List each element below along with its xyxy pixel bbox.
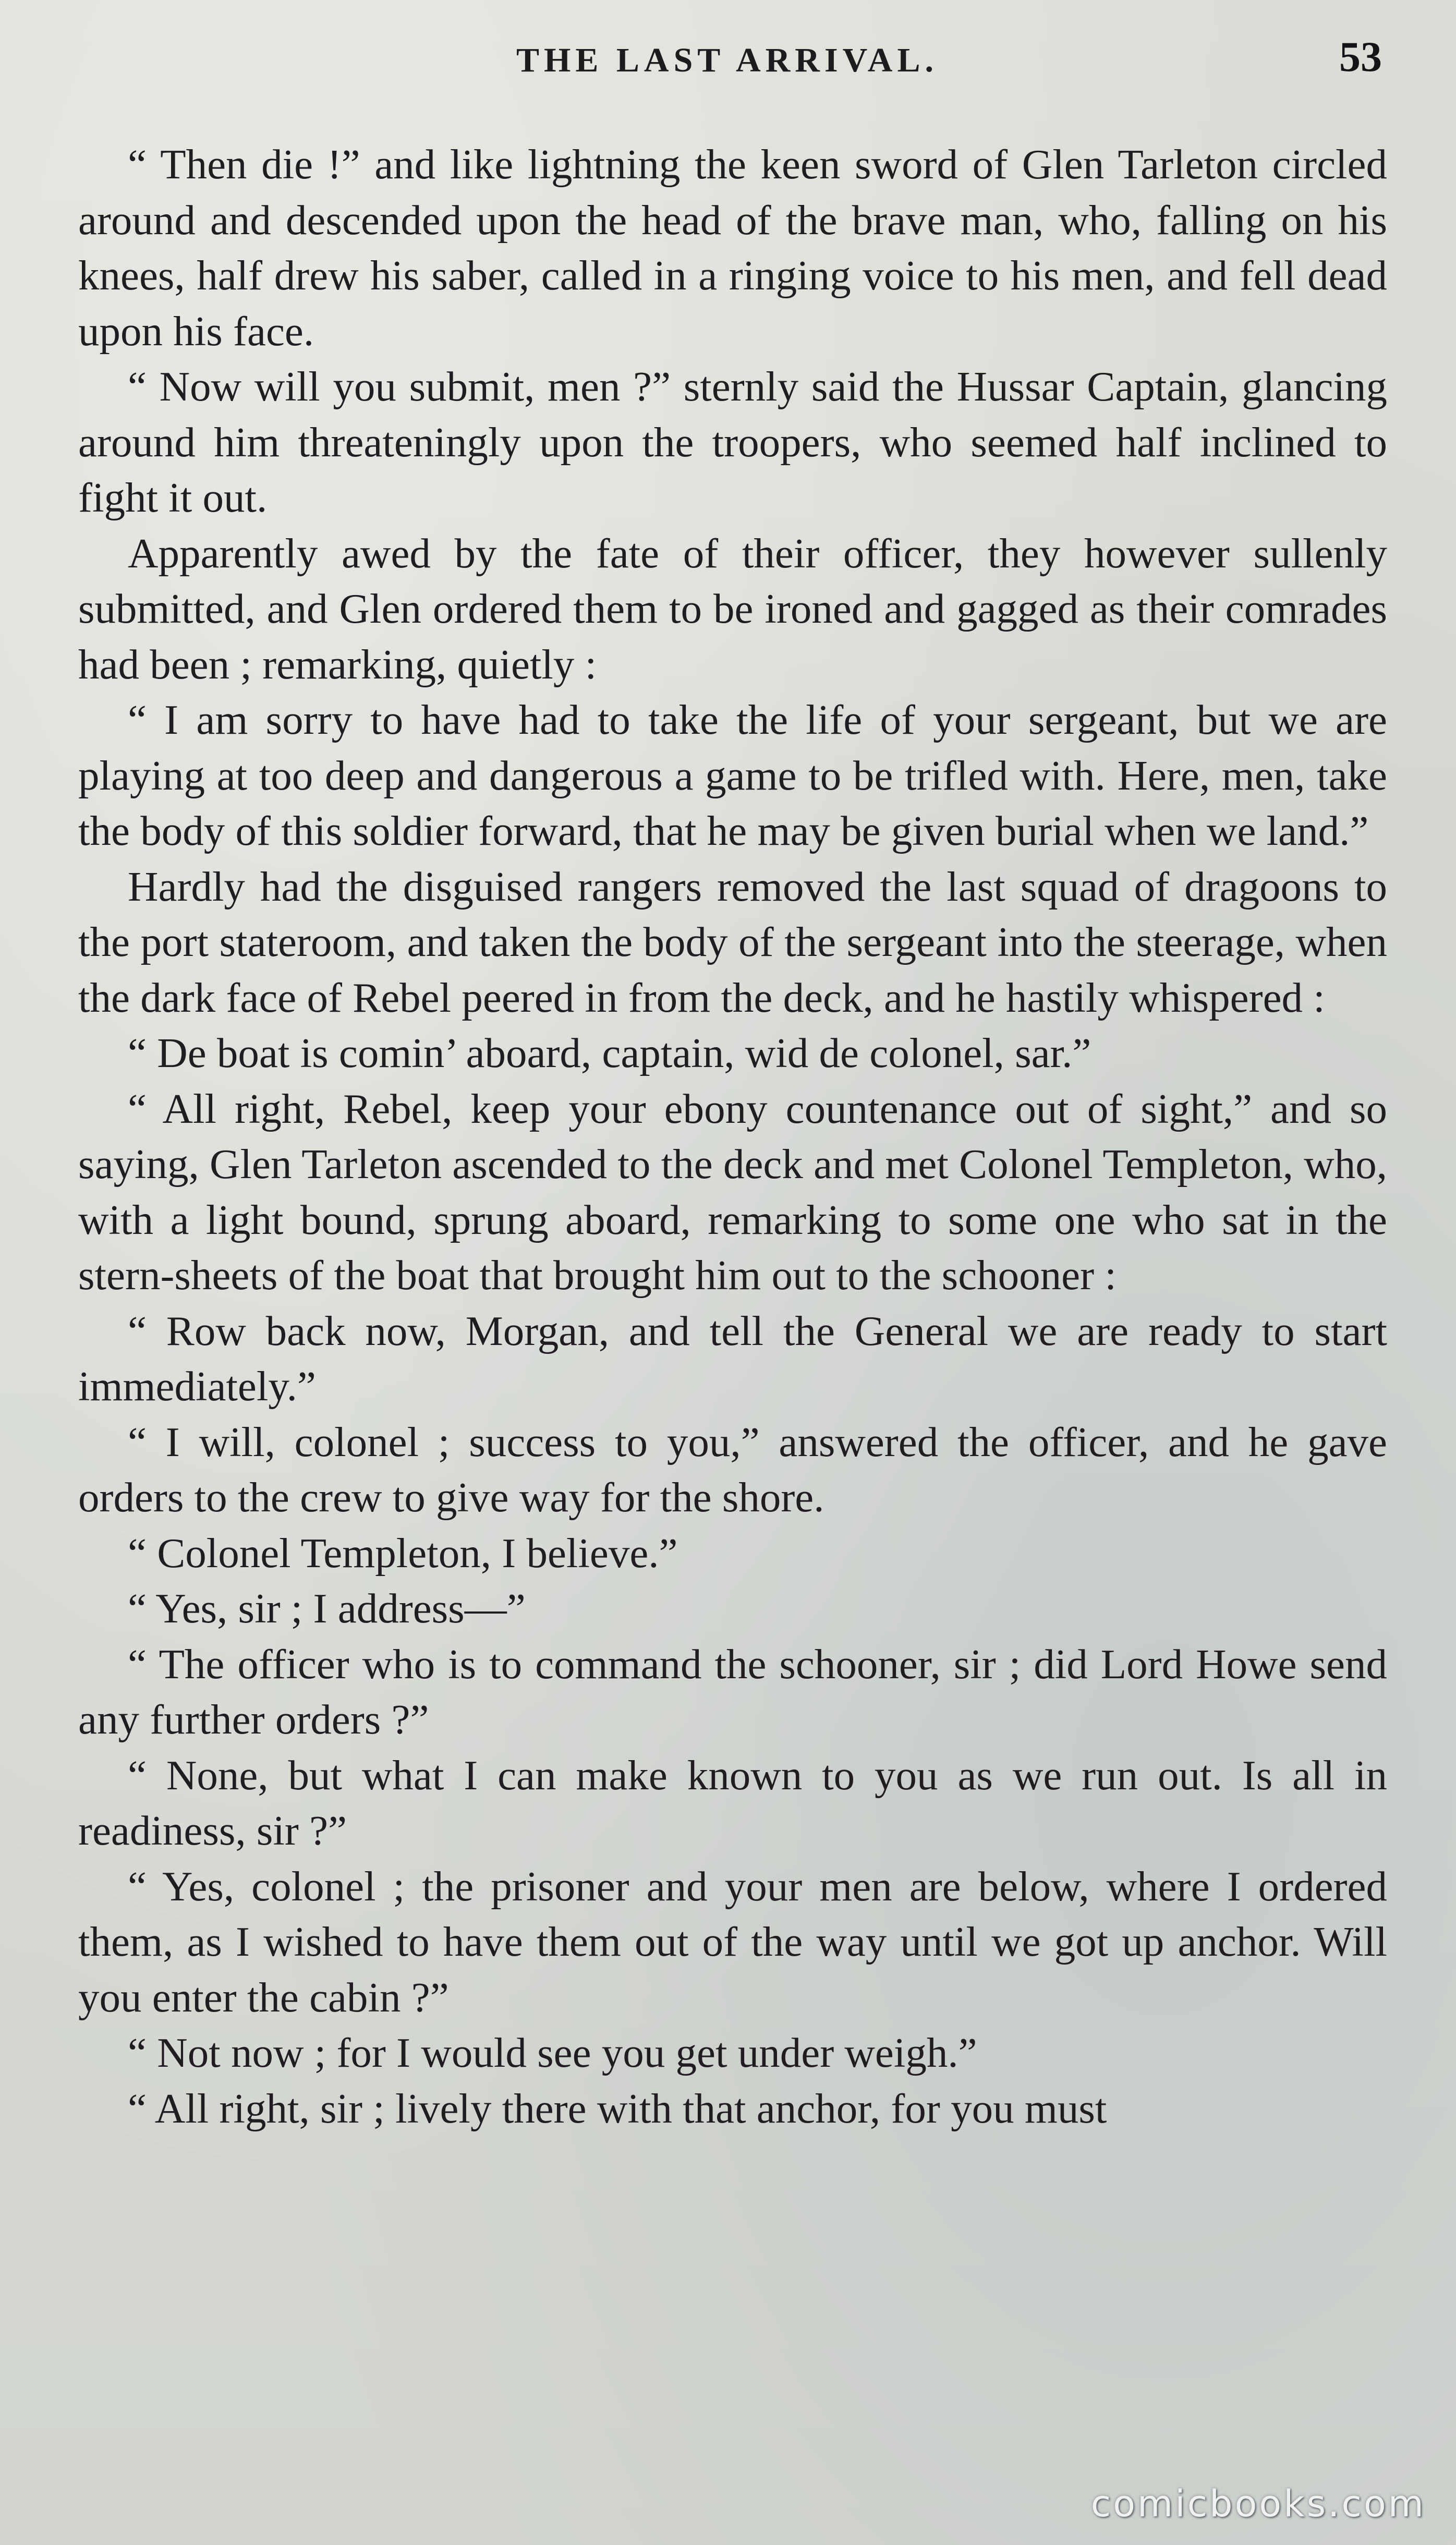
paragraph: “ All right, sir ; lively there with that anchor, for you must [128,2085,1107,2132]
paragraph: “ I will, colonel ; success to you,” answered the officer, and he gave orders to the crew to give way for the shore. [78,1418,1387,1521]
paragraph: “ Row back now, Morgan, and tell the General we are ready to start immediately.” [78,1307,1387,1410]
paragraph: “ The officer who is to command the schooner, sir ; did Lord Howe send any further orders ?” [78,1640,1387,1743]
paragraph: “ Not now ; for I would see you get under weigh.” [128,2029,977,2076]
paragraph: “ Yes, sir ; I address—” [128,1585,526,1632]
paragraph: “ I am sorry to have had to take the life of your sergeant, but we are playing at too deep and dangerous a game to be trifled with. Here, men, take the body of this soldier forward, that he may be given burial when we land.” [78,696,1387,854]
page-number: 53 [1339,33,1382,80]
paragraph: Hardly had the disguised rangers removed the last squad of dragoons to the port stateroom, and taken the body of the sergeant into the steerage, when the dark face of Rebel peered in from the deck, and he hastily whispered : [78,863,1387,1021]
paragraph: “ Colonel Templeton, I believe.” [128,1529,678,1577]
paragraph: “ All right, Rebel, keep your ebony countenance out of sight,” and so saying, Glen Tarleton ascended to the deck and met Colonel Templeton, who, with a light bound, sprung aboard, remarking to some one who sat in the stern-sheets of the boat that brought him out to the schooner : [78,1085,1387,1299]
running-title: THE LAST ARRIVAL. [516,41,938,79]
paragraph: “ Then die !” and like lightning the keen sword of Glen Tarleton circled around and descended upon the head of the brave man, who, falling on his knees, half drew his saber, called in a ringing voice to his men, and fell dead upon his face. [78,141,1387,355]
body-text [78,137,1387,2136]
running-head [0,27,1456,84]
paragraph: “ Yes, colonel ; the prisoner and your men are below, where I ordered them, as I wished to have them out of the way until we got up anchor. Will you enter the cabin ?” [78,1862,1387,2021]
paragraph: “ De boat is comin’ aboard, captain, wid de colonel, sar.” [128,1029,1091,1076]
paragraph: “ Now will you submit, men ?” sternly said the Hussar Captain, glancing around him threateningly upon the troopers, who seemed half inclined to fight it out. [78,363,1387,521]
paragraph: Apparently awed by the fate of their officer, they however sullenly submitted, and Glen ordered them to be ironed and gagged as their comrades had been ; remarking, quietly : [78,529,1387,688]
paragraph: “ None, but what I can make known to you as we run out. Is all in readiness, sir ?” [78,1751,1387,1854]
watermark: comicbooks.com [1090,2482,1426,2525]
